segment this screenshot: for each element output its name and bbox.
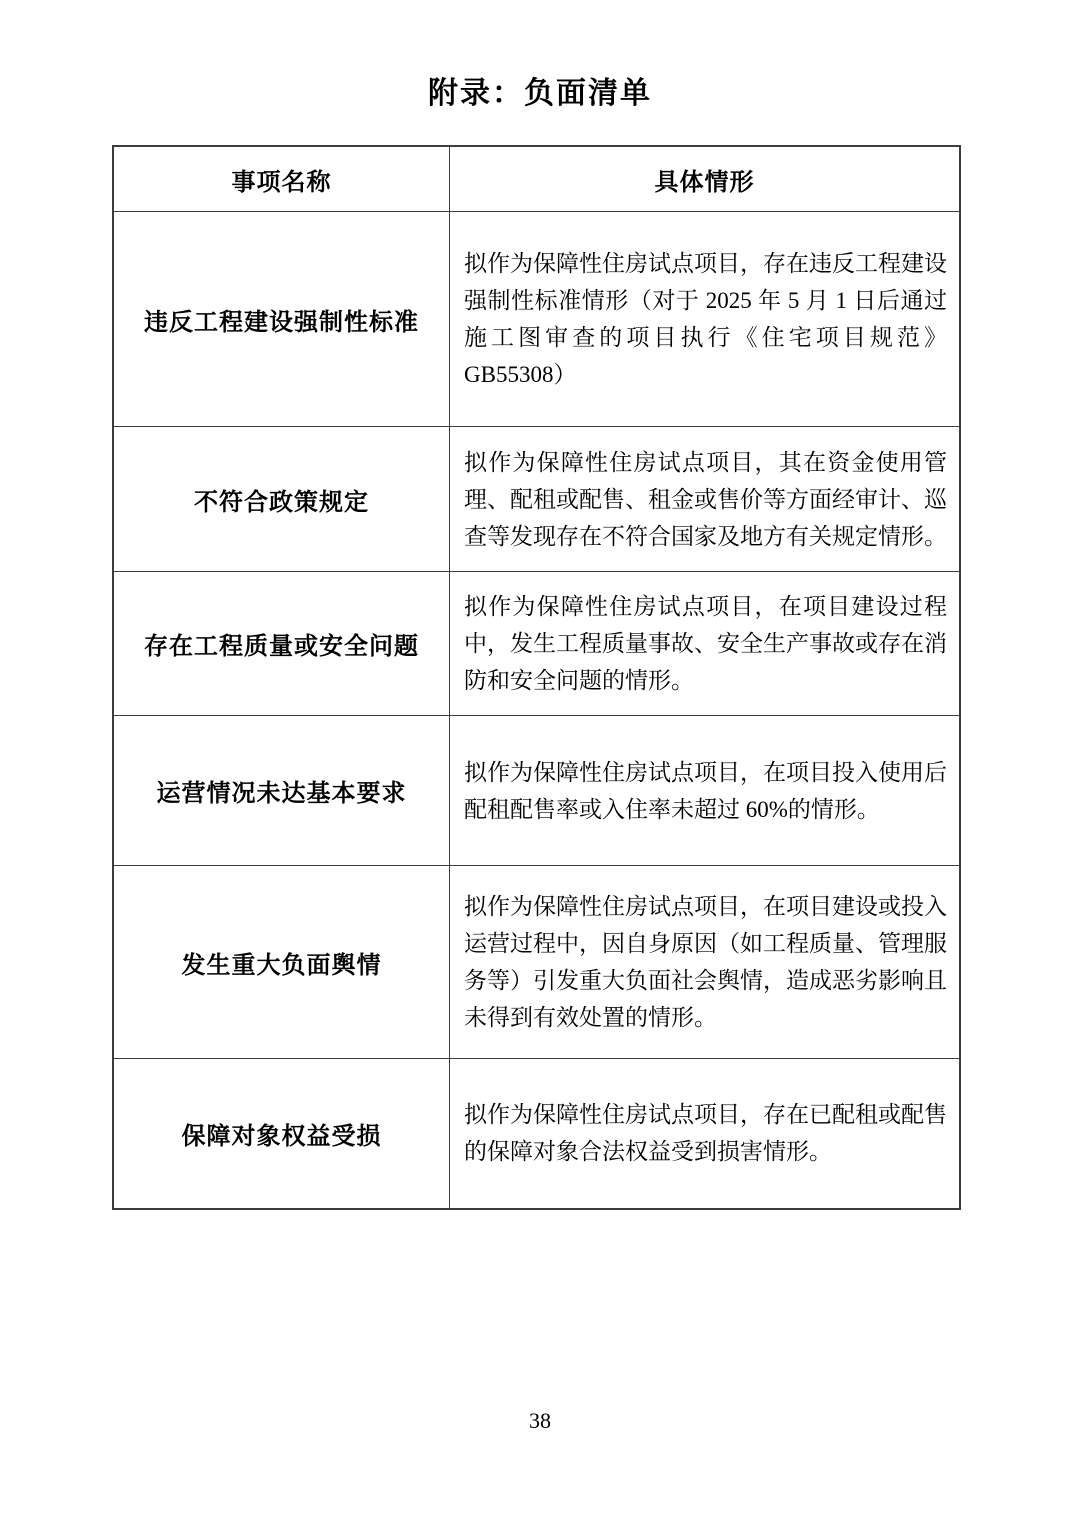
item-detail-cell: 拟作为保障性住房试点项目，存在已配租或配售的保障对象合法权益受到损害情形。 [450, 1059, 961, 1209]
table-row [113, 716, 960, 866]
negative-list-table [112, 145, 961, 1210]
item-detail-cell: 拟作为保障性住房试点项目，其在资金使用管理、配租或配售、租金或售价等方面经审计、巡查等发现存在不符合国家及地方有关规定情形。 [450, 427, 961, 572]
page-number: 38 [529, 1408, 551, 1433]
item-name-cell: 存在工程质量或安全问题 [113, 572, 450, 716]
table-header-row [113, 146, 960, 212]
item-name-cell: 发生重大负面舆情 [113, 866, 450, 1059]
table-row [113, 866, 960, 1059]
item-name-cell: 保障对象权益受损 [113, 1059, 450, 1209]
item-name-cell: 违反工程建设强制性标准 [113, 212, 450, 427]
table-row [113, 572, 960, 716]
page-title: 附录：负面清单 [428, 77, 652, 110]
item-detail-cell: 拟作为保障性住房试点项目，在项目建设或投入运营过程中，因自身原因（如工程质量、管理服务等）引发重大负面社会舆情，造成恶劣影响且未得到有效处置的情形。 [450, 866, 961, 1059]
item-detail-cell: 拟作为保障性住房试点项目，在项目建设过程中，发生工程质量事故、安全生产事故或存在消防和安全问题的情形。 [450, 572, 961, 716]
item-detail-cell: 拟作为保障性住房试点项目，存在违反工程建设强制性标准情形（对于 2025 年 5 月 1 日后通过施工图审查的项目执行《住宅项目规范》GB55308） [450, 212, 961, 427]
column-header-detail: 具体情形 [450, 146, 961, 212]
item-name-cell: 不符合政策规定 [113, 427, 450, 572]
table-row [113, 212, 960, 427]
item-detail-cell: 拟作为保障性住房试点项目，在项目投入使用后配租配售率或入住率未超过 60%的情形。 [450, 716, 961, 866]
column-header-item-name: 事项名称 [113, 146, 450, 212]
table-row [113, 1059, 960, 1209]
table-row [113, 427, 960, 572]
item-name-cell: 运营情况未达基本要求 [113, 716, 450, 866]
